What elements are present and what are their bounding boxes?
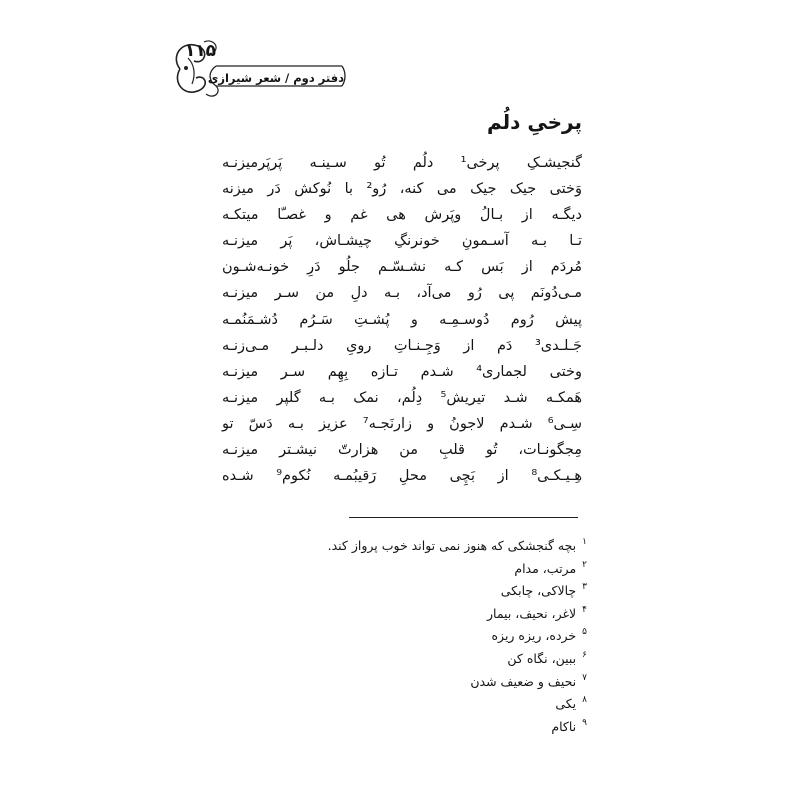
- footnote-text: مرتب، مدام: [514, 560, 577, 576]
- poem-verse: مِجگونـات، تُو قلبِ من هزارتّ نیشـتر میزنـه: [222, 442, 582, 459]
- poem-verse: مُردَم از بَس کـه نشـسّـم جلُو دَرِ خونـه‌شـون: [222, 259, 582, 276]
- poem-verse: هِـیـکـی⁸ از بَچِی محلِ رَقیبُمـه نُکوم⁹ شـده: [222, 468, 582, 485]
- poem-verse: پیش رُوم دُوسـمِـه و پُشـتِ سَـرُم دُشـمَنُمـه: [222, 311, 582, 328]
- poem-verse: وختی لجماری⁴ شـدم تـازه بِهِم سـر میزنـه: [222, 363, 582, 380]
- footnotes: [297, 531, 587, 734]
- poem-title: پرخیِ دلُم: [486, 110, 582, 134]
- running-header: دفتر دوم / شعر شیرازی: [207, 71, 344, 85]
- poem-body: [222, 150, 582, 489]
- footnote-item: [297, 621, 587, 644]
- footnote-number: ۵: [582, 627, 587, 638]
- footnote-number: ۸: [582, 695, 587, 706]
- footnote-item: [297, 689, 587, 712]
- poem-verse: مـی‌دُونَم پی رُو می‌آد، بـه دلِ من سـر میزنـه: [222, 285, 582, 302]
- footnote-item: [297, 667, 587, 690]
- footnote-number: ۳: [582, 582, 587, 593]
- footnote-number: ۲: [582, 559, 587, 570]
- poem-verse: گنجیشـکِ پرخی¹ دلُم تُو سـینـه پَرپَرمیزنـه: [222, 155, 582, 171]
- footnote-text: چالاکی، چابکی: [500, 583, 577, 599]
- footnote-text: ناکام: [551, 718, 577, 734]
- footnote-text: ببین، نگاه کن: [507, 650, 577, 666]
- footnote-number: ۹: [582, 717, 587, 728]
- poem-verse: دیگـه از بـالُ وپَرش هی غم و غصـّا میتکـه: [222, 207, 582, 224]
- footnote-item: [297, 531, 587, 554]
- poem-verse: وَختی جیک جیک می کنه، رُو² با نُوکش دَر میزنه: [222, 181, 583, 198]
- footnote-item: [297, 554, 587, 577]
- footnote-number: ۷: [582, 672, 587, 683]
- footnote-item: [297, 599, 587, 622]
- page-number: ۱۱۵: [184, 41, 216, 61]
- poem-verse: تـا بـه آسـمونِ خونرنگِ چیشـاش، پَر میزنـه: [222, 233, 582, 250]
- footnote-number: ۴: [582, 604, 587, 615]
- footnote-text: بچه گنجشکی که هنوز نمی تواند خوب پرواز کند.: [327, 538, 577, 553]
- footnote-item: [297, 644, 587, 667]
- footnote-item: [297, 576, 587, 599]
- footnote-text: نحیف و ضعیف شدن: [470, 673, 577, 689]
- poem-verse: سِـی⁶ شـدم لاجونُ و زارنَجـه⁷ عزیز بـه دَسّ تو: [222, 415, 582, 432]
- footnote-divider: [349, 517, 578, 518]
- footnote-item: [297, 712, 587, 735]
- footnote-number: ۶: [582, 649, 587, 660]
- footnote-text: یکی: [555, 696, 577, 712]
- footnote-text: لاغر، نحیف، بیمار: [486, 605, 577, 621]
- footnote-text: خرده، ریزه ریزه: [491, 628, 577, 644]
- poem-verse: جَـلـدی³ دَم از وَجِـنـاتِ رویِ دلـبـر مـی‌زنـه: [222, 337, 582, 354]
- footnote-number: ۱: [582, 537, 587, 547]
- poem-verse: هَمکـه شـد تیریش⁵ دِلُم، نمک بـه گلپر میزنـه: [222, 389, 582, 406]
